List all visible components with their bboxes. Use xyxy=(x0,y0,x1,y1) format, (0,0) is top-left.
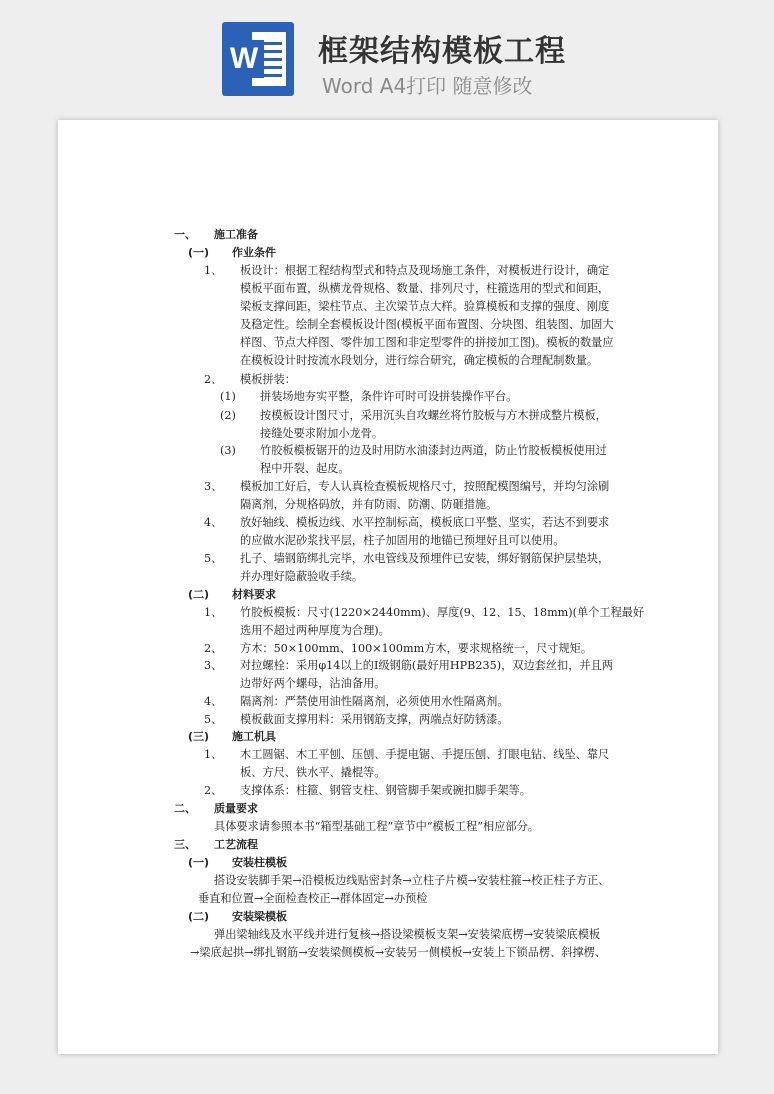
paragraph-line: →梁底起拱→绑扎钢筋→安装梁侧模板→安装另一侧模板→安装上下锁品楞、斜撑楞、 xyxy=(190,946,607,959)
item-number: 5、 xyxy=(204,713,223,726)
paragraph-line: 竹胶板模板锯开的边及时用防水油漆封边两道，防止竹胶板模板使用过 xyxy=(260,444,607,457)
section-number: 二、 xyxy=(174,802,196,815)
subsection-number: (一) xyxy=(188,856,210,869)
paragraph-line: 拼装场地夯实平整，条件许可时可设拼装操作平台。 xyxy=(260,390,518,403)
document-content xyxy=(58,120,718,1054)
paragraph-line: 垂直和位置→全面检查校正→群体固定→办预检 xyxy=(198,892,428,905)
paragraph-line: 模板截面支撑用料：采用钢筋支撑，两端点好防锈漆。 xyxy=(240,713,509,726)
item-number: 5、 xyxy=(204,552,223,565)
paragraph-line: 在模板设计时按流水段划分，进行综合研究，确定模板的合理配制数量。 xyxy=(240,354,599,367)
paragraph-line: 隔离剂，分规格码放，并有防雨、防潮、防砸措施。 xyxy=(240,498,498,511)
subsection-heading: 安装柱模板 xyxy=(232,856,287,869)
word-icon xyxy=(222,22,294,96)
paragraph-line: 选用不超过两种厚度为合理)。 xyxy=(240,624,390,637)
item-number: 2、 xyxy=(204,373,223,386)
item-number: 3、 xyxy=(204,480,223,493)
item-number: 2、 xyxy=(204,642,223,655)
section-number: 一、 xyxy=(174,228,196,241)
sub-item-number: (2) xyxy=(220,409,236,422)
paragraph-line: 对拉螺栓：采用φ14以上的Ⅰ级钢筋(最好用HPB235)，双边套丝扣，并且两 xyxy=(240,659,613,672)
paragraph-line: 隔离剂：严禁使用油性隔离剂，必须使用水性隔离剂。 xyxy=(240,695,509,708)
header xyxy=(0,0,774,110)
paragraph-line: 板设计：根据工程结构型式和特点及现场施工条件，对模板进行设计，确定 xyxy=(240,264,610,277)
paragraph-line: 弹出梁轴线及水平线并进行复核→搭设梁模板支架→安装梁底楞→安装梁底模板 xyxy=(214,928,601,941)
document-page xyxy=(58,120,718,1054)
page-subtitle: Word A4打印 随意修改 xyxy=(322,74,533,98)
word-logo-letter: W xyxy=(224,40,264,78)
paragraph-line: 及稳定性。绘制全套模板设计图(模板平面布置图、分块图、组装图、加固大 xyxy=(240,318,614,331)
paragraph-line: 并办理好隐蔽验收手续。 xyxy=(240,570,364,583)
paragraph-line: 扎子、墙钢筋绑扎完毕，水电管线及预埋件已安装，绑好钢筋保护层垫块， xyxy=(240,552,610,565)
item-number: 2、 xyxy=(204,784,223,797)
item-number: 1、 xyxy=(204,606,223,619)
item-number: 1、 xyxy=(204,748,223,761)
item-number: 4、 xyxy=(204,516,223,529)
page-title: 框架结构模板工程 xyxy=(318,34,566,69)
section-heading: 质量要求 xyxy=(214,802,258,815)
subsection-number: (三) xyxy=(188,730,210,743)
subsection-number: (二) xyxy=(188,588,210,601)
paragraph-line: 的应做水泥砂浆找平层，柱子加固用的地锚已预埋好且可以使用。 xyxy=(240,534,565,547)
section-number: 三、 xyxy=(174,838,196,851)
sub-item-number: (1) xyxy=(220,390,236,403)
sub-item-number: (3) xyxy=(220,444,236,457)
item-number: 1、 xyxy=(204,264,223,277)
section-heading: 施工准备 xyxy=(214,228,258,241)
subsection-heading: 作业条件 xyxy=(232,246,276,259)
paragraph-line: 木工圆锯、木工平刨、压刨、手提电锯、手提压刨、打眼电钻、线坠、靠尺 xyxy=(240,748,610,761)
paragraph-line: 模板加工好后，专人认真检查模板规格尺寸，按照配模图编号，并均匀涂刷 xyxy=(240,480,610,493)
paragraph-line: 方木：50×100mm、100×100mm方木，要求规格统一，尺寸规矩。 xyxy=(240,642,593,655)
paragraph-line: 竹胶板模板：尺寸(1220×2440mm)、厚度(9、12、15、18mm)(单个工程最好 xyxy=(240,606,645,619)
section-heading: 工艺流程 xyxy=(214,838,258,851)
paragraph-line: 模板拼装： xyxy=(240,373,296,386)
paragraph-line: 搭设安装脚手架→沿模板边线贴密封条→立柱子片模→安装柱箍→校正柱子方正、 xyxy=(214,874,610,887)
item-number: 3、 xyxy=(204,659,223,672)
paragraph-line: 板、方尺、铁水平、撬棍等。 xyxy=(240,766,386,779)
subsection-number: (二) xyxy=(188,910,210,923)
paragraph-line: 支撑体系：柱箍、钢管支柱、钢管脚手架或碗扣脚手架等。 xyxy=(240,784,531,797)
paragraph-line: 接缝处要求附加小龙骨。 xyxy=(260,427,384,440)
paragraph-line: 具体要求请参照本书“箱型基础工程”章节中“模板工程”相应部分。 xyxy=(214,820,539,833)
paragraph-line: 按模板设计图尺寸，采用沉头自攻螺丝将竹胶板与方木拼成整片模板， xyxy=(260,409,607,422)
paragraph-line: 模板平面布置，纵横龙骨规格、数量、排列尺寸，柱箍选用的型式和间距， xyxy=(240,282,610,295)
paragraph-line: 程中开裂、起皮。 xyxy=(260,462,350,475)
subsection-heading: 安装梁模板 xyxy=(232,910,287,923)
paragraph-line: 放好轴线、模板边线、水平控制标高，模板底口平整、坚实，若达不到要求 xyxy=(240,516,610,529)
subsection-heading: 施工机具 xyxy=(232,730,276,743)
paragraph-line: 梁板支撑间距，梁柱节点、主次梁节点大样。验算模板和支撑的强度、刚度 xyxy=(240,300,610,313)
paragraph-line: 样图、节点大样图、零件加工图和非定型零件的拼接加工图)。模板的数量应 xyxy=(240,336,614,349)
subsection-heading: 材料要求 xyxy=(232,588,276,601)
paragraph-line: 边带好两个螺母，沾油备用。 xyxy=(240,677,386,690)
item-number: 4、 xyxy=(204,695,223,708)
subsection-number: (一) xyxy=(188,246,210,259)
